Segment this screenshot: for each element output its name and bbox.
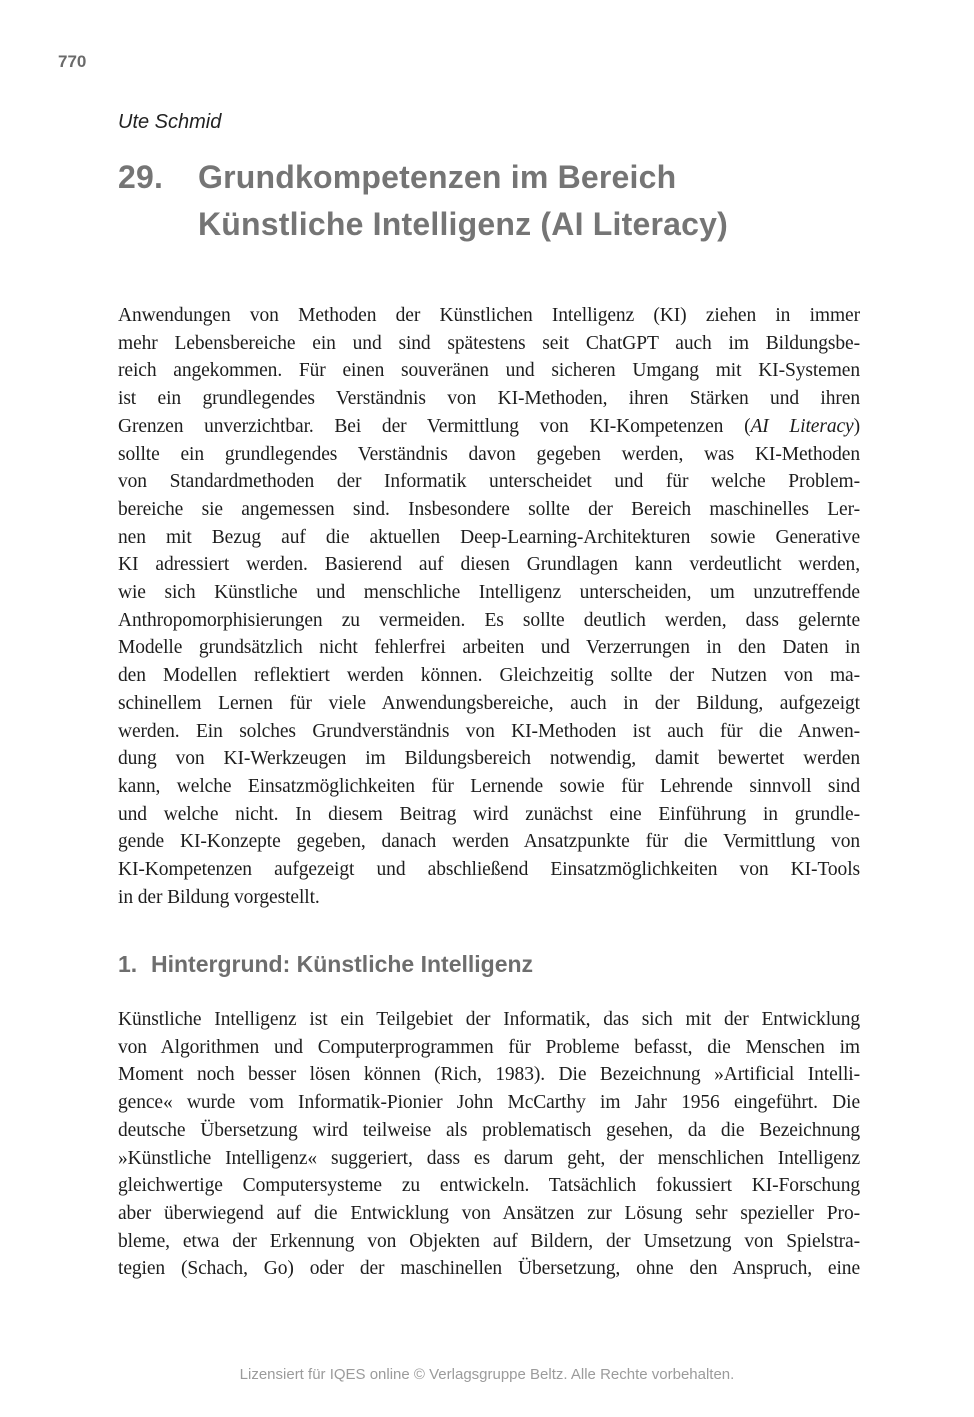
text-line: von Algorithmen und Computerprogrammen für Probleme befasst, die Menschen im [118,1036,860,1058]
footer-license-text: Lizensiert für IQES online © Verlagsgruppe Beltz. Alle Rechte vorbehalten. [239,1366,735,1383]
abstract-paragraph [118,302,860,911]
text-line: bereiche sie angemessen sind. Insbesondere sollte der Bereich maschinelles Ler- [118,498,860,520]
text-line: in der Bildung vorgestellt. [118,886,320,908]
author-name: Ute Schmid [118,111,222,133]
body-paragraph [118,1006,860,1283]
text-line: werden. Ein solches Grundverständnis von KI-Methoden ist auch für die Anwen- [118,720,860,742]
chapter-title [118,154,860,248]
text-line: sollte ein grundlegendes Verständnis davon gegeben werden, was KI-Methoden [118,443,860,465]
section-heading [118,950,860,978]
text-line: Moment noch besser lösen können (Rich, 1983). Die Bezeichnung »Artificial Intelli- [118,1064,860,1086]
chapter-title-text [198,154,860,248]
page-number: 770 [58,52,87,71]
text-line: und welche nicht. In diesem Beitrag wird zunächst eine Einführung in grundle- [118,803,860,825]
text-line: tegien (Schach, Go) oder der maschinellen Übersetzung, ohne den Anspruch, eine [118,1258,860,1280]
text-line: Grenzen unverzichtbar. Bei der Vermittlung von KI-Kompetenzen (AI Literacy) [118,415,860,437]
text-line: aber überwiegend auf die Entwicklung von Ansätzen zur Lösung sehr spezieller Pro- [118,1202,860,1224]
text-line: gleichwertige Computersysteme zu entwickeln. Tatsächlich fokussiert KI-Forschung [118,1175,860,1197]
section-number: 1. [118,951,138,977]
text-line: von Standardmethoden der Informatik unterscheidet und für welche Problem- [118,471,860,493]
text-line: mehr Lebensbereiche ein und sind spätestens seit ChatGPT auch im Bildungsbe- [118,332,860,354]
text-line: Anwendungen von Methoden der Künstlichen Intelligenz (KI) ziehen in immer [118,305,860,326]
text-line: gende KI-Konzepte gegeben, danach werden Ansatzpunkte für die Vermittlung von [118,831,860,853]
text-line: Künstliche Intelligenz ist ein Teilgebiet der Informatik, das sich mit der Entwicklung [118,1009,860,1030]
text-line: bleme, etwa der Erkennung von Objekten auf Bildern, der Umsetzung von Spielstra- [118,1230,860,1252]
text-line: schinellem Lernen für viele Anwendungsbereiche, auch in der Bildung, aufgezeigt [118,692,860,714]
text-line: »Künstliche Intelligenz« suggeriert, dass es darum geht, der menschlichen Intelligenz [118,1147,860,1169]
text-line: KI adressiert werden. Basierend auf diesen Grundlagen kann verdeutlicht werden, [118,554,860,576]
text-line: deutsche Übersetzung wird teilweise als problematisch gesehen, da die Bezeichnung [118,1119,860,1141]
text-line: KI-Kompetenzen aufgezeigt und abschließend Einsatzmöglichkeiten von KI-Tools [118,859,860,881]
chapter-title-line: Künstliche Intelligenz (AI Literacy) [198,206,728,242]
chapter-number: 29. [118,159,164,195]
section-title: Hintergrund: Künstliche Intelligenz [151,951,534,977]
text-line: ist ein grundlegendes Verständnis von KI-Methoden, ihren Stärken und ihren [118,388,860,410]
text-line: reich angekommen. Für einen souveränen und sicheren Umgang mit KI-Systemen [118,360,860,382]
text-line: gence« wurde vom Informatik-Pionier John McCarthy im Jahr 1956 eingeführt. Die [118,1092,860,1114]
text-line: dung von KI-Werkzeugen im Bildungsbereich notwendig, damit bewertet werden [118,748,860,770]
text-line: kann, welche Einsatzmöglichkeiten für Lernende sowie für Lehrende sinnvoll sind [118,775,860,797]
text-line: Anthropomorphisierungen zu vermeiden. Es sollte deutlich werden, dass gelernte [118,609,860,631]
chapter-title-line: Grundkompetenzen im Bereich [198,159,677,195]
text-line: den Modellen reflektiert werden können. Gleichzeitig sollte der Nutzen von ma- [118,665,860,687]
text-line: Modelle grundsätzlich nicht fehlerfrei arbeiten und Verzerrungen in den Daten in [118,637,860,659]
text-line: wie sich Künstliche und menschliche Intelligenz unterscheiden, um unzutreffende [118,582,860,604]
text-line: nen mit Bezug auf die aktuellen Deep-Learning-Architekturen sowie Generative [118,526,860,548]
